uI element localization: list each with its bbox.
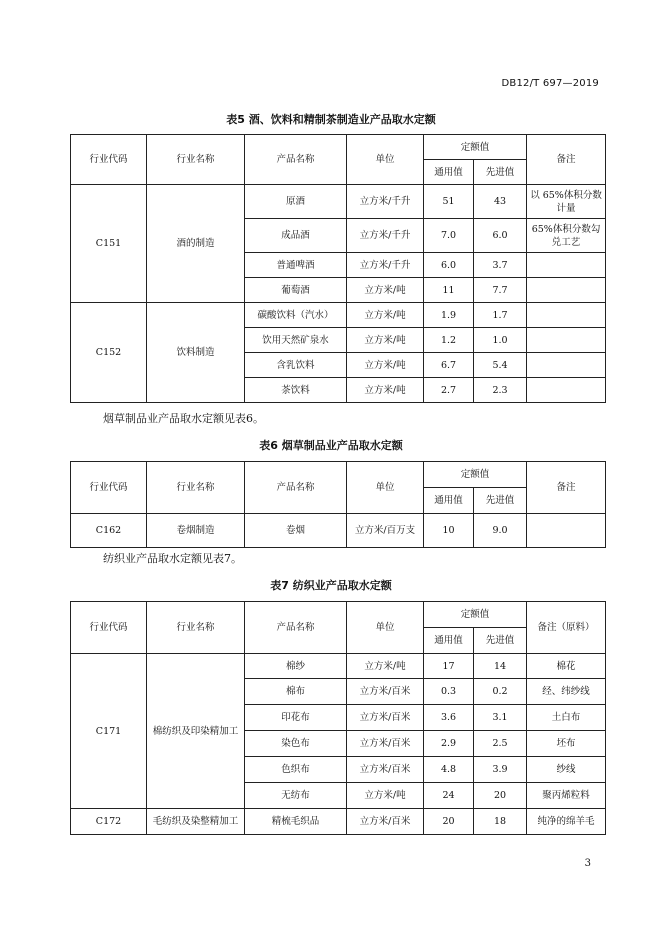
unit-cell: 立方米/百米 xyxy=(347,705,424,731)
unit-cell: 立方米/吨 xyxy=(347,303,424,328)
advanced-cell: 7.7 xyxy=(474,278,527,303)
unit-cell: 立方米/吨 xyxy=(347,328,424,353)
header-quota: 定额值 xyxy=(424,602,527,628)
product-cell: 碳酸饮料（汽水） xyxy=(245,303,347,328)
note-cell: 坯布 xyxy=(527,731,606,757)
note-cell: 棉花 xyxy=(527,654,606,679)
unit-cell: 立方米/吨 xyxy=(347,353,424,378)
general-cell: 7.0 xyxy=(424,219,474,253)
unit-cell: 立方米/百米 xyxy=(347,679,424,705)
advanced-cell: 3.7 xyxy=(474,253,527,278)
industry-code-cell: C151 xyxy=(71,185,147,303)
note-cell xyxy=(527,378,606,403)
product-cell: 卷烟 xyxy=(245,514,347,548)
paragraph-table7-ref: 纺织业产品取水定额见表7。 xyxy=(103,552,242,565)
general-cell: 20 xyxy=(424,809,474,835)
advanced-cell: 1.7 xyxy=(474,303,527,328)
general-cell: 51 xyxy=(424,185,474,219)
product-cell: 普通啤酒 xyxy=(245,253,347,278)
header-industry-name: 行业名称 xyxy=(147,462,245,514)
industry-name-cell: 棉纺织及印染精加工 xyxy=(147,654,245,809)
advanced-cell: 3.1 xyxy=(474,705,527,731)
page-number xyxy=(0,858,662,869)
general-cell: 0.3 xyxy=(424,679,474,705)
header-quota: 定额值 xyxy=(424,135,527,160)
table6-caption: 表6 烟草制品业产品取水定额 xyxy=(259,439,403,452)
table-row xyxy=(71,303,606,328)
product-cell: 成品酒 xyxy=(245,219,347,253)
unit-cell: 立方米/千升 xyxy=(347,219,424,253)
industry-code-cell: C171 xyxy=(71,654,147,809)
advanced-cell: 14 xyxy=(474,654,527,679)
table-row xyxy=(71,809,606,835)
industry-code-cell: C152 xyxy=(71,303,147,403)
unit-cell: 立方米/百万支 xyxy=(347,514,424,548)
unit-cell: 立方米/吨 xyxy=(347,278,424,303)
product-cell: 饮用天然矿泉水 xyxy=(245,328,347,353)
product-cell: 无纺布 xyxy=(245,783,347,809)
note-cell: 经、纬纱线 xyxy=(527,679,606,705)
header-general-value: 通用值 xyxy=(424,488,474,514)
general-cell: 4.8 xyxy=(424,757,474,783)
general-cell: 3.6 xyxy=(424,705,474,731)
table7-caption: 表7 纺织业产品取水定额 xyxy=(270,579,392,592)
note-cell: 65%体积分数勾兑工艺 xyxy=(527,219,606,253)
note-cell: 聚丙烯粒料 xyxy=(527,783,606,809)
note-cell: 土白布 xyxy=(527,705,606,731)
paragraph-table6-ref: 烟草制品业产品取水定额见表6。 xyxy=(103,412,264,425)
general-cell: 24 xyxy=(424,783,474,809)
header-note: 备注（原料） xyxy=(527,602,606,654)
product-cell: 棉纱 xyxy=(245,654,347,679)
header-advanced-value: 先进值 xyxy=(474,628,527,654)
advanced-cell: 20 xyxy=(474,783,527,809)
general-cell: 6.7 xyxy=(424,353,474,378)
general-cell: 2.9 xyxy=(424,731,474,757)
advanced-cell: 6.0 xyxy=(474,219,527,253)
industry-name-cell: 饮料制造 xyxy=(147,303,245,403)
header-quota: 定额值 xyxy=(424,462,527,488)
header-advanced-value: 先进值 xyxy=(474,160,527,185)
document-code: DB12/T 697—2019 xyxy=(501,78,599,89)
product-cell: 原酒 xyxy=(245,185,347,219)
table6 xyxy=(70,461,606,548)
header-note: 备注 xyxy=(527,135,606,185)
general-cell: 1.2 xyxy=(424,328,474,353)
table-row xyxy=(71,654,606,679)
advanced-cell: 1.0 xyxy=(474,328,527,353)
advanced-cell: 43 xyxy=(474,185,527,219)
table5-caption: 表5 酒、饮料和精制茶制造业产品取水定额 xyxy=(226,113,436,126)
general-cell: 17 xyxy=(424,654,474,679)
unit-cell: 立方米/百米 xyxy=(347,757,424,783)
table7 xyxy=(70,601,606,835)
advanced-cell: 2.3 xyxy=(474,378,527,403)
advanced-cell: 9.0 xyxy=(474,514,527,548)
header-advanced-value: 先进值 xyxy=(474,488,527,514)
header-industry-code: 行业代码 xyxy=(71,602,147,654)
product-cell: 葡萄酒 xyxy=(245,278,347,303)
advanced-cell: 2.5 xyxy=(474,731,527,757)
table5 xyxy=(70,134,606,403)
industry-name-cell: 毛纺织及染整精加工 xyxy=(147,809,245,835)
note-cell xyxy=(527,514,606,548)
header-product-name: 产品名称 xyxy=(245,462,347,514)
unit-cell: 立方米/百米 xyxy=(347,809,424,835)
header-industry-name: 行业名称 xyxy=(147,602,245,654)
note-cell xyxy=(527,303,606,328)
table-row xyxy=(71,185,606,219)
header-industry-code: 行业代码 xyxy=(71,135,147,185)
note-cell xyxy=(527,328,606,353)
header-general-value: 通用值 xyxy=(424,160,474,185)
note-cell xyxy=(527,278,606,303)
header-note: 备注 xyxy=(527,462,606,514)
advanced-cell: 18 xyxy=(474,809,527,835)
product-cell: 印花布 xyxy=(245,705,347,731)
note-cell xyxy=(527,353,606,378)
header-general-value: 通用值 xyxy=(424,628,474,654)
general-cell: 2.7 xyxy=(424,378,474,403)
header-unit: 单位 xyxy=(347,135,424,185)
advanced-cell: 0.2 xyxy=(474,679,527,705)
unit-cell: 立方米/百米 xyxy=(347,731,424,757)
header-product-name: 产品名称 xyxy=(245,135,347,185)
advanced-cell: 3.9 xyxy=(474,757,527,783)
note-cell: 以 65%体积分数计量 xyxy=(527,185,606,219)
industry-name-cell: 卷烟制造 xyxy=(147,514,245,548)
product-cell: 含乳饮料 xyxy=(245,353,347,378)
header-unit: 单位 xyxy=(347,462,424,514)
unit-cell: 立方米/千升 xyxy=(347,253,424,278)
product-cell: 色织布 xyxy=(245,757,347,783)
unit-cell: 立方米/吨 xyxy=(347,783,424,809)
note-cell xyxy=(527,253,606,278)
product-cell: 精梳毛织品 xyxy=(245,809,347,835)
advanced-cell: 5.4 xyxy=(474,353,527,378)
industry-code-cell: C162 xyxy=(71,514,147,548)
note-cell: 纯净的绵羊毛 xyxy=(527,809,606,835)
general-cell: 6.0 xyxy=(424,253,474,278)
note-cell: 纱线 xyxy=(527,757,606,783)
product-cell: 染色布 xyxy=(245,731,347,757)
unit-cell: 立方米/吨 xyxy=(347,654,424,679)
general-cell: 1.9 xyxy=(424,303,474,328)
general-cell: 10 xyxy=(424,514,474,548)
industry-code-cell: C172 xyxy=(71,809,147,835)
table-row xyxy=(71,514,606,548)
header-unit: 单位 xyxy=(347,602,424,654)
page-number-text: 3 xyxy=(584,858,591,869)
general-cell: 11 xyxy=(424,278,474,303)
industry-name-cell: 酒的制造 xyxy=(147,185,245,303)
header-product-name: 产品名称 xyxy=(245,602,347,654)
unit-cell: 立方米/吨 xyxy=(347,378,424,403)
product-cell: 茶饮料 xyxy=(245,378,347,403)
header-industry-code: 行业代码 xyxy=(71,462,147,514)
unit-cell: 立方米/千升 xyxy=(347,185,424,219)
header-industry-name: 行业名称 xyxy=(147,135,245,185)
product-cell: 棉布 xyxy=(245,679,347,705)
